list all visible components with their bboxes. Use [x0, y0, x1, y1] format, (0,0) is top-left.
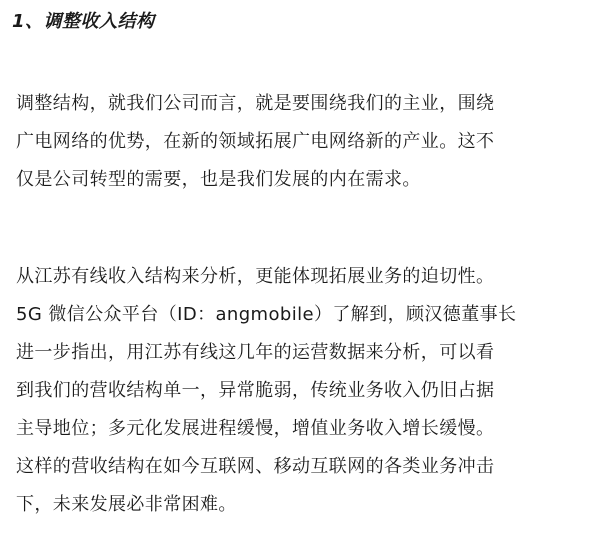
paragraph-line: 从江苏有线收入结构来分析，更能体现拓展业务的迫切性。	[16, 266, 495, 287]
paragraph-line: 这样的营收结构在如今互联网、移动互联网的各类业务冲击	[16, 456, 495, 477]
paragraph-line: 5G 微信公众平台（ID：angmobile）了解到，顾汉德董事长	[16, 304, 517, 325]
paragraph-line: 下，未来发展必非常困难。	[16, 494, 237, 515]
paragraph-line: 仅是公司转型的需要，也是我们发展的内在需求。	[16, 169, 421, 190]
paragraph-line: 进一步指出，用江苏有线这几年的运营数据来分析，可以看	[16, 342, 495, 363]
paragraph-line: 到我们的营收结构单一，异常脆弱，传统业务收入仍旧占据	[16, 380, 495, 401]
paragraph-1	[16, 85, 596, 199]
section-heading: 1、调整收入结构	[12, 11, 155, 32]
paragraph-line: 调整结构，就我们公司而言，就是要围绕我们的主业，围绕	[16, 93, 495, 114]
paragraph-2	[16, 258, 596, 524]
paragraph-line: 主导地位；多元化发展进程缓慢，增值业务收入增长缓慢。	[16, 418, 495, 439]
paragraph-line: 广电网络的优势，在新的领域拓展广电网络新的产业。这不	[16, 131, 495, 152]
